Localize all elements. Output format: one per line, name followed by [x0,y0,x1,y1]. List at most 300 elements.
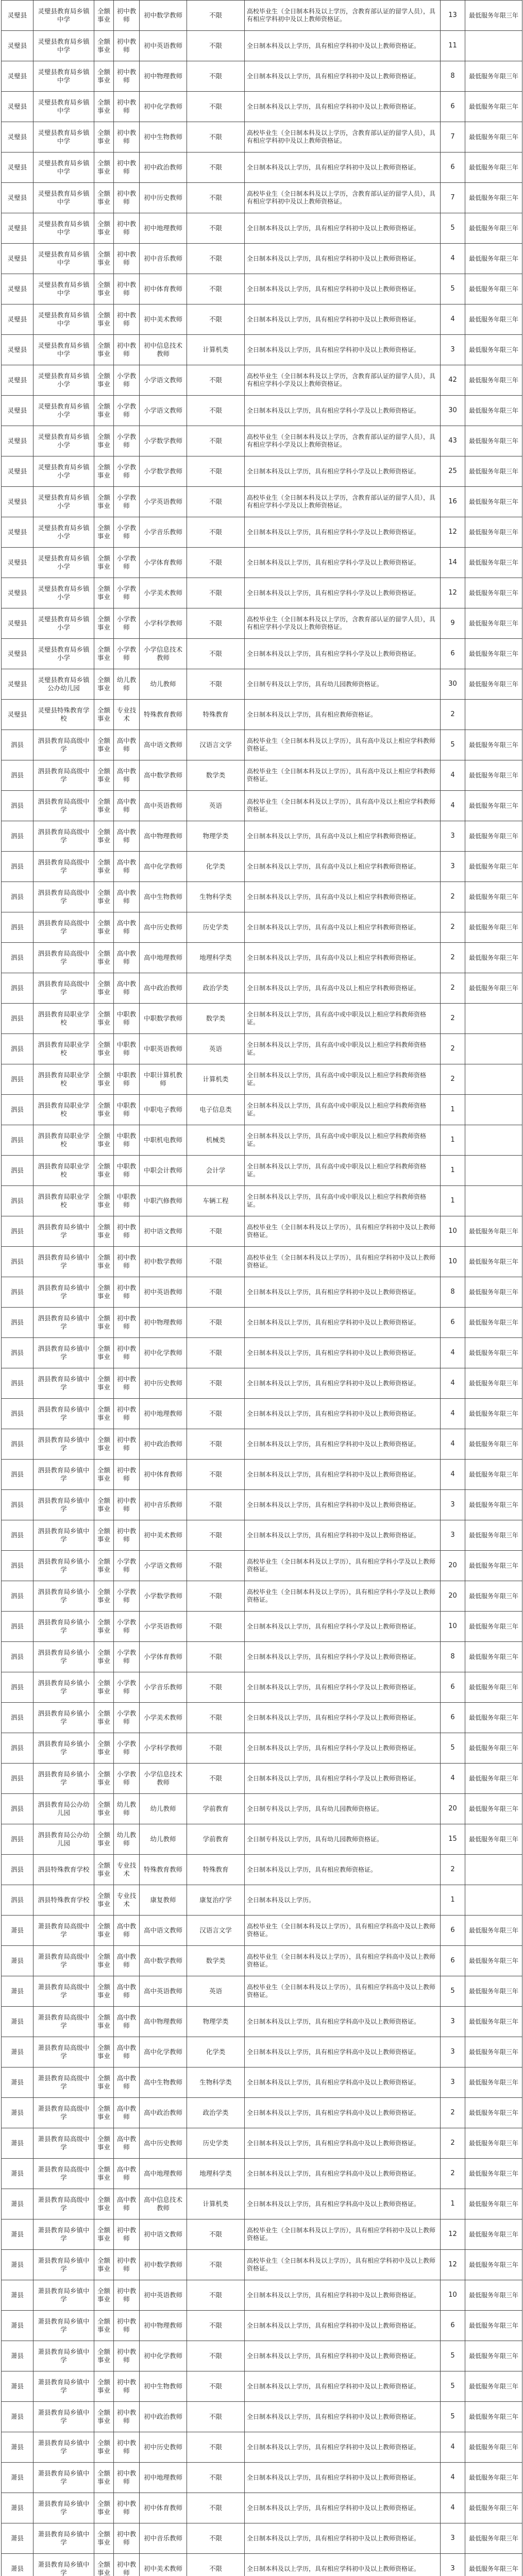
funding-type-cell: 全额事业 [94,2523,114,2554]
table-row [2,456,522,487]
post-name-cell: 初中化学教师 [140,92,187,122]
remarks-cell: 最低服务年限三年 [465,274,522,304]
table-row [2,1733,522,1764]
funding-type-cell: 全额事业 [94,1976,114,2007]
post-category-cell: 中职教师 [114,1064,140,1095]
county-cell: 灵璧县 [2,61,33,92]
county-cell: 灵璧县 [2,31,33,61]
county-cell: 萧县 [2,2189,33,2219]
post-name-cell: 初中地理教师 [140,1399,187,1429]
requirements-cell: 全日制本科及以上学历，具有相应学科初中及以上教师资格证。 [245,92,441,122]
county-cell: 萧县 [2,2007,33,2037]
requirements-cell: 全日制本科及以上学历，具有相应学科初中及以上教师资格证。 [245,61,441,92]
remarks-cell: 最低服务年限三年 [465,2493,522,2523]
requirements-cell: 全日制本科及以上学历，具有高中或中职及以上相应学科教师资格证。 [245,1004,441,1034]
table-row [2,2219,522,2250]
remarks-cell: 最低服务年限三年 [465,791,522,821]
headcount-cell: 7 [441,122,465,152]
requirements-cell: 全日制本科及以上学历，具有相应学科初中及以上教师资格证。 [245,244,441,274]
unit-cell: 灵璧县教育局乡镇中学 [33,152,94,183]
requirements-cell: 全日制本科及以上学历，具有相应学科高中及以上教师资格证。 [245,2037,441,2067]
major-cell: 英语 [187,791,245,821]
table-row [2,1976,522,2007]
unit-cell: 泗县教育局乡镇中学 [33,1308,94,1338]
remarks-cell: 最低服务年限三年 [465,1490,522,1520]
major-cell: 不限 [187,1429,245,1460]
headcount-cell: 6 [441,1703,465,1733]
unit-cell: 泗县教育局乡镇小学 [33,1612,94,1642]
table-row [2,2432,522,2463]
post-name-cell: 中职机电教师 [140,1125,187,1156]
major-cell: 学前教育 [187,1824,245,1855]
post-name-cell: 初中物理教师 [140,1308,187,1338]
post-name-cell: 小学语文教师 [140,1551,187,1581]
major-cell: 会计学 [187,1156,245,1186]
post-category-cell: 高中教师 [114,973,140,1004]
remarks-cell: 最低服务年限三年 [465,396,522,426]
requirements-cell: 高校毕业生（全日制本科及以上学历），具有相应学科初中及以上教师资格证。 [245,2250,441,2280]
headcount-cell: 5 [441,730,465,760]
requirements-cell: 全日制本科及以上学历，具有高中或中职及以上相应学科教师资格证。 [245,1034,441,1064]
unit-cell: 灵璧县教育局乡镇中学 [33,1,94,31]
headcount-cell: 11 [441,31,465,61]
requirements-cell: 高校毕业生（全日制本科及以上学历），具有高中及以上相应学科教师资格证。 [245,730,441,760]
requirements-cell: 高校毕业生（全日制本科及以上学历，含教育部认证的留学人员），具有相应学科小学及以上教师资格证。 [245,365,441,396]
post-category-cell: 高中教师 [114,912,140,943]
headcount-cell: 16 [441,487,465,517]
major-cell: 不限 [187,1642,245,1672]
post-name-cell: 小学信息技术教师 [140,639,187,669]
headcount-cell: 1 [441,1186,465,1216]
major-cell: 不限 [187,1399,245,1429]
post-name-cell: 初中美术教师 [140,1520,187,1551]
requirements-cell: 全日制本科及以上学历，具有相应学科初中及以上教师资格证。 [245,1308,441,1338]
table-row [2,1794,522,1824]
post-name-cell: 中职会计教师 [140,1156,187,1186]
county-cell: 泗县 [2,1794,33,1824]
remarks-cell: 最低服务年限三年 [465,456,522,487]
headcount-cell: 3 [441,335,465,365]
remarks-cell: 最低服务年限三年 [465,2402,522,2432]
unit-cell: 灵璧县教育局乡镇中学 [33,274,94,304]
remarks-cell: 最低服务年限三年 [465,669,522,700]
unit-cell: 萧县教育局高级中学 [33,2189,94,2219]
post-name-cell: 小学科学教师 [140,608,187,639]
county-cell: 泗县 [2,973,33,1004]
county-cell: 泗县 [2,882,33,912]
headcount-cell: 12 [441,578,465,608]
remarks-cell: 最低服务年限三年 [465,1824,522,1855]
post-category-cell: 初中教师 [114,2432,140,2463]
county-cell: 萧县 [2,2523,33,2554]
post-category-cell: 初中教师 [114,183,140,213]
table-row [2,2311,522,2341]
county-cell: 萧县 [2,1916,33,1946]
county-cell: 灵璧县 [2,517,33,548]
post-name-cell: 康复教师 [140,1885,187,1916]
requirements-cell: 全日制本科及以上学历，具有相应学科初中及以上教师资格证。 [245,1399,441,1429]
post-name-cell: 初中音乐教师 [140,1490,187,1520]
funding-type-cell: 全额事业 [94,274,114,304]
remarks-cell: 最低服务年限三年 [465,578,522,608]
funding-type-cell: 全额事业 [94,1156,114,1186]
remarks-cell: 最低服务年限三年 [465,1703,522,1733]
unit-cell: 萧县教育局高级中学 [33,2128,94,2159]
remarks-cell: 最低服务年限三年 [465,1551,522,1581]
unit-cell: 泗县教育局高级中学 [33,760,94,791]
post-category-cell: 小学教师 [114,456,140,487]
post-name-cell: 小学音乐教师 [140,517,187,548]
headcount-cell: 6 [441,1946,465,1976]
unit-cell: 萧县教育局高级中学 [33,1976,94,2007]
headcount-cell: 25 [441,456,465,487]
county-cell: 灵璧县 [2,639,33,669]
major-cell: 不限 [187,1368,245,1399]
major-cell: 不限 [187,1216,245,1247]
funding-type-cell: 全额事业 [94,700,114,730]
unit-cell: 萧县教育局乡镇中学 [33,2250,94,2280]
funding-type-cell: 全额事业 [94,1703,114,1733]
requirements-cell: 全日制本科及以上学历，具有相应教师资格证。 [245,1855,441,1885]
major-cell: 不限 [187,1733,245,1764]
table-row [2,396,522,426]
unit-cell: 灵璧县教育局乡镇中学 [33,213,94,244]
unit-cell: 泗县教育局乡镇小学 [33,1703,94,1733]
unit-cell: 灵璧县教育局乡镇中学 [33,61,94,92]
requirements-cell: 全日制本科及以上学历，具有高中及以上相应学科教师资格证。 [245,821,441,852]
remarks-cell: 最低服务年限三年 [465,1277,522,1308]
headcount-cell: 12 [441,2250,465,2280]
county-cell: 灵璧县 [2,122,33,152]
remarks-cell: 最低服务年限三年 [465,365,522,396]
post-name-cell: 中职英语教师 [140,1034,187,1064]
county-cell: 灵璧县 [2,608,33,639]
unit-cell: 泗县教育局高级中学 [33,882,94,912]
county-cell: 萧县 [2,2280,33,2311]
table-row [2,1855,522,1885]
funding-type-cell: 全额事业 [94,31,114,61]
post-name-cell: 初中历史教师 [140,2432,187,2463]
funding-type-cell: 全额事业 [94,1368,114,1399]
post-name-cell: 小学科学教师 [140,1733,187,1764]
remarks-cell: 最低服务年限三年 [465,1,522,31]
remarks-cell: 最低服务年限三年 [465,1429,522,1460]
requirements-cell: 全日制本科及以上学历，具有相应学科小学及以上教师资格证。 [245,548,441,578]
county-cell: 灵璧县 [2,669,33,700]
major-cell: 数学类 [187,1004,245,1034]
remarks-cell: 最低服务年限三年 [465,2098,522,2128]
requirements-cell: 全日制本科及以上学历，具有相应学科初中及以上教师资格证。 [245,2554,441,2576]
post-name-cell: 初中语文教师 [140,1216,187,1247]
unit-cell: 灵璧县教育局乡镇小学 [33,396,94,426]
unit-cell: 泗县教育局乡镇中学 [33,1368,94,1399]
headcount-cell: 43 [441,426,465,456]
funding-type-cell: 全额事业 [94,1308,114,1338]
table-row [2,2523,522,2554]
funding-type-cell: 全额事业 [94,244,114,274]
post-name-cell: 高中地理教师 [140,2159,187,2189]
requirements-cell: 全日制本科及以上学历，具有相应教师资格证。 [245,700,441,730]
headcount-cell: 4 [441,1338,465,1368]
county-cell: 泗县 [2,1247,33,1277]
post-name-cell: 初中物理教师 [140,2311,187,2341]
funding-type-cell: 全额事业 [94,1338,114,1368]
funding-type-cell: 全额事业 [94,1034,114,1064]
requirements-cell: 全日制本科及以上学历，具有相应学科初中及以上教师资格证。 [245,1368,441,1399]
post-name-cell: 初中地理教师 [140,213,187,244]
county-cell: 泗县 [2,943,33,973]
post-name-cell: 高中历史教师 [140,912,187,943]
headcount-cell: 3 [441,852,465,882]
table-row [2,1520,522,1551]
major-cell: 物理学类 [187,821,245,852]
headcount-cell: 12 [441,517,465,548]
post-category-cell: 中职教师 [114,1095,140,1125]
headcount-cell: 2 [441,912,465,943]
requirements-cell: 全日制本科及以上学历，具有高中及以上相应学科教师资格证。 [245,943,441,973]
requirements-cell: 高校毕业生（全日制本科及以上学历），具有高中及以上相应学科教师资格证。 [245,760,441,791]
post-name-cell: 高中政治教师 [140,2098,187,2128]
post-category-cell: 初中教师 [114,2219,140,2250]
remarks-cell: 最低服务年限三年 [465,2007,522,2037]
requirements-cell: 全日制本科及以上学历，具有相应学科初中及以上教师资格证。 [245,2280,441,2311]
county-cell: 灵璧县 [2,578,33,608]
post-category-cell: 初中教师 [114,2523,140,2554]
headcount-cell: 4 [441,244,465,274]
major-cell: 不限 [187,608,245,639]
requirements-cell: 全日制本科及以上学历，具有高中或中职及以上相应学科教师资格证。 [245,1156,441,1186]
post-name-cell: 初中信息技术教师 [140,335,187,365]
table-row [2,1125,522,1156]
major-cell: 不限 [187,2219,245,2250]
county-cell: 泗县 [2,1642,33,1672]
post-name-cell: 高中化学教师 [140,2037,187,2067]
post-category-cell: 中职教师 [114,1186,140,1216]
remarks-cell: 最低服务年限三年 [465,1764,522,1794]
headcount-cell: 5 [441,213,465,244]
major-cell: 计算机类 [187,2189,245,2219]
major-cell: 地理科学类 [187,943,245,973]
major-cell: 不限 [187,1612,245,1642]
county-cell: 灵璧县 [2,456,33,487]
major-cell: 生物科学类 [187,2067,245,2098]
requirements-cell: 高校毕业生（全日制本科及以上学历），具有高中及以上相应学科教师资格证。 [245,791,441,821]
post-name-cell: 初中政治教师 [140,2402,187,2432]
post-name-cell: 高中数学教师 [140,1946,187,1976]
remarks-cell [465,1095,522,1125]
headcount-cell: 2 [441,973,465,1004]
requirements-cell: 全日制本科及以上学历，具有相应学科小学及以上教师资格证。 [245,639,441,669]
remarks-cell [465,1125,522,1156]
requirements-cell: 全日制本科及以上学历，具有相应学科初中及以上教师资格证。 [245,304,441,335]
headcount-cell: 2 [441,2098,465,2128]
requirements-cell: 全日制本科及以上学历，具有相应学科小学及以上教师资格证。 [245,1733,441,1764]
funding-type-cell: 全额事业 [94,2280,114,2311]
unit-cell: 泗县教育局乡镇中学 [33,1399,94,1429]
funding-type-cell: 全额事业 [94,1399,114,1429]
post-category-cell: 小学教师 [114,1733,140,1764]
remarks-cell [465,1034,522,1064]
funding-type-cell: 全额事业 [94,1004,114,1034]
headcount-cell: 4 [441,1368,465,1399]
post-name-cell: 高中英语教师 [140,1976,187,2007]
funding-type-cell: 全额事业 [94,1064,114,1095]
table-row [2,1642,522,1672]
funding-type-cell: 全额事业 [94,92,114,122]
post-name-cell: 幼儿教师 [140,1794,187,1824]
headcount-cell: 20 [441,1794,465,1824]
table-row [2,426,522,456]
funding-type-cell: 全额事业 [94,852,114,882]
funding-type-cell: 全额事业 [94,2432,114,2463]
post-category-cell: 中职教师 [114,1125,140,1156]
funding-type-cell: 全额事业 [94,1,114,31]
table-row [2,487,522,517]
post-category-cell: 专业技术 [114,700,140,730]
post-category-cell: 初中教师 [114,122,140,152]
county-cell: 泗县 [2,1551,33,1581]
post-category-cell: 小学教师 [114,426,140,456]
requirements-cell: 全日制本科及以上学历，具有相应学科小学及以上教师资格证。 [245,1764,441,1794]
post-name-cell: 高中生物教师 [140,882,187,912]
major-cell: 不限 [187,2311,245,2341]
table-row [2,183,522,213]
major-cell: 地理科学类 [187,2159,245,2189]
county-cell: 灵璧县 [2,92,33,122]
post-category-cell: 初中教师 [114,31,140,61]
remarks-cell: 最低服务年限三年 [465,639,522,669]
county-cell: 灵璧县 [2,396,33,426]
unit-cell: 泗县教育局乡镇小学 [33,1764,94,1794]
remarks-cell: 最低服务年限三年 [465,2371,522,2402]
major-cell: 不限 [187,2463,245,2493]
requirements-cell: 全日制本科及以上学历，具有相应学科初中及以上教师资格证。 [245,274,441,304]
county-cell: 泗县 [2,1034,33,1064]
table-row [2,1186,522,1216]
post-name-cell: 初中历史教师 [140,1368,187,1399]
unit-cell: 泗县教育局乡镇中学 [33,1460,94,1490]
county-cell: 泗县 [2,1125,33,1156]
requirements-cell: 全日制本科及以上学历，具有高中及以上相应学科教师资格证。 [245,973,441,1004]
remarks-cell: 最低服务年限三年 [465,1672,522,1703]
county-cell: 萧县 [2,2432,33,2463]
major-cell: 不限 [187,122,245,152]
headcount-cell: 2 [441,1064,465,1095]
unit-cell: 泗县教育局乡镇小学 [33,1642,94,1672]
county-cell: 泗县 [2,1186,33,1216]
county-cell: 萧县 [2,2311,33,2341]
major-cell: 计算机类 [187,1064,245,1095]
table-row [2,791,522,821]
remarks-cell: 最低服务年限三年 [465,760,522,791]
funding-type-cell: 全额事业 [94,2311,114,2341]
funding-type-cell: 全额事业 [94,2463,114,2493]
funding-type-cell: 全额事业 [94,548,114,578]
post-category-cell: 小学教师 [114,548,140,578]
table-body [2,1,522,2576]
requirements-cell: 高校毕业生（全日制本科及以上学历），具有相应学科小学及以上教师资格证。 [245,1551,441,1581]
requirements-cell: 全日制本科及以上学历，具有相应学科小学及以上教师资格证。 [245,1612,441,1642]
funding-type-cell: 全额事业 [94,2189,114,2219]
funding-type-cell: 全额事业 [94,2037,114,2067]
post-category-cell: 高中教师 [114,2189,140,2219]
headcount-cell: 42 [441,365,465,396]
headcount-cell: 2 [441,2159,465,2189]
remarks-cell: 最低服务年限三年 [465,92,522,122]
requirements-cell: 全日制本科及以上学历，具有相应学科高中及以上教师资格证。 [245,2098,441,2128]
county-cell: 泗县 [2,760,33,791]
county-cell: 灵璧县 [2,152,33,183]
headcount-cell: 13 [441,1,465,31]
post-category-cell: 初中教师 [114,335,140,365]
funding-type-cell: 全额事业 [94,1581,114,1612]
post-category-cell: 专业技术 [114,1855,140,1885]
county-cell: 泗县 [2,821,33,852]
unit-cell: 泗县教育局高级中学 [33,912,94,943]
post-category-cell: 高中教师 [114,821,140,852]
table-row [2,943,522,973]
remarks-cell: 最低服务年限三年 [465,2463,522,2493]
post-name-cell: 初中数学教师 [140,2250,187,2280]
remarks-cell: 最低服务年限三年 [465,213,522,244]
remarks-cell: 最低服务年限三年 [465,2159,522,2189]
unit-cell: 泗县教育局高级中学 [33,730,94,760]
post-category-cell: 中职教师 [114,1004,140,1034]
county-cell: 灵璧县 [2,244,33,274]
post-category-cell: 初中教师 [114,2250,140,2280]
major-cell: 不限 [187,2280,245,2311]
remarks-cell: 最低服务年限三年 [465,2280,522,2311]
county-cell: 萧县 [2,1976,33,2007]
post-category-cell: 初中教师 [114,1429,140,1460]
requirements-cell: 全日制本科及以上学历，具有相应学科小学及以上教师资格证。 [245,578,441,608]
unit-cell: 萧县教育局高级中学 [33,1946,94,1976]
remarks-cell: 最低服务年限三年 [465,2523,522,2554]
funding-type-cell: 全额事业 [94,2554,114,2576]
requirements-cell: 全日制本科及以上学历，具有相应学科初中及以上教师资格证。 [245,213,441,244]
remarks-cell: 最低服务年限三年 [465,943,522,973]
unit-cell: 泗县教育局公办幼儿园 [33,1794,94,1824]
post-category-cell: 高中教师 [114,760,140,791]
unit-cell: 萧县教育局乡镇中学 [33,2311,94,2341]
major-cell: 不限 [187,365,245,396]
post-category-cell: 小学教师 [114,1612,140,1642]
post-name-cell: 初中物理教师 [140,61,187,92]
table-row [2,335,522,365]
unit-cell: 灵璧县教育局乡镇小学 [33,517,94,548]
unit-cell: 萧县教育局乡镇中学 [33,2371,94,2402]
headcount-cell: 8 [441,1277,465,1308]
table-row [2,304,522,335]
county-cell: 萧县 [2,2554,33,2576]
requirements-cell: 全日制本科及以上学历。 [245,1885,441,1916]
county-cell: 泗县 [2,730,33,760]
post-name-cell: 初中英语教师 [140,1277,187,1308]
remarks-cell: 最低服务年限三年 [465,1976,522,2007]
major-cell: 历史学类 [187,2128,245,2159]
unit-cell: 泗县教育局职业学校 [33,1156,94,1186]
post-name-cell: 特殊教育教师 [140,1855,187,1885]
major-cell: 不限 [187,1764,245,1794]
post-name-cell: 初中美术教师 [140,304,187,335]
remarks-cell: 最低服务年限三年 [465,1399,522,1429]
requirements-cell: 高校毕业生（全日制本科及以上学历，含教育部认证的留学人员），具有相应学科初中及以上教师资格证。 [245,122,441,152]
requirements-cell: 全日制本科及以上学历，具有相应学科初中及以上教师资格证。 [245,2311,441,2341]
headcount-cell: 3 [441,1520,465,1551]
remarks-cell [465,1064,522,1095]
headcount-cell: 4 [441,2463,465,2493]
major-cell: 不限 [187,31,245,61]
